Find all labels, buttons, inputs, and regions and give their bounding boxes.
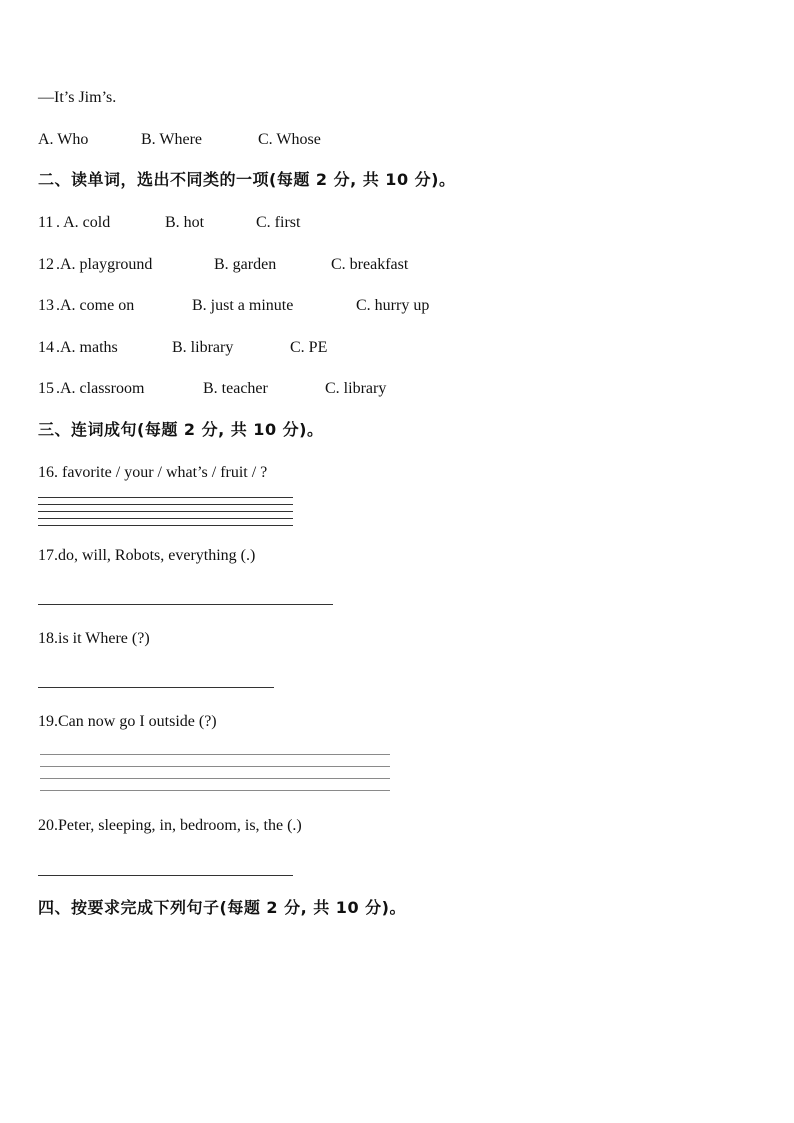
q13-option-a[interactable]: .A. come on xyxy=(56,297,135,314)
q18-answer-line[interactable] xyxy=(38,687,274,688)
section4-heading: 四、按要求完成下列句子(每题 2 分, 共 10 分)。 xyxy=(38,898,406,917)
q13-number: 13 xyxy=(38,297,54,314)
q16-answer-line-2[interactable] xyxy=(38,504,293,505)
q20-number: 20 xyxy=(38,817,54,834)
question-19 xyxy=(38,712,217,732)
q15-option-c[interactable]: C. library xyxy=(325,380,387,397)
q14-option-b[interactable]: B. library xyxy=(172,339,234,356)
q15-option-a[interactable]: .A. classroom xyxy=(56,380,145,397)
q19-answer-line-4[interactable] xyxy=(40,790,390,791)
q20-answer-line[interactable] xyxy=(38,875,293,876)
q15-option-b[interactable]: B. teacher xyxy=(203,380,268,397)
question-18 xyxy=(38,629,150,649)
q11-option-a[interactable]: . A. cold xyxy=(56,214,111,231)
q17-number: 17 xyxy=(38,547,54,564)
q12-number: 12 xyxy=(38,256,54,273)
section2-heading: 二、读单词，选出不同类的一项(每题 2 分, 共 10 分)。 xyxy=(38,170,456,189)
q19-answer-line-3[interactable] xyxy=(40,778,390,779)
q12-option-b[interactable]: B. garden xyxy=(214,256,277,273)
q15-number: 15 xyxy=(38,380,54,397)
q20-prompt: .Peter, sleeping, in, bedroom, is, the (.) xyxy=(54,817,302,834)
q10-option-a[interactable]: A. Who xyxy=(38,131,89,148)
section3-heading: 三、连词成句(每题 2 分, 共 10 分)。 xyxy=(38,420,324,439)
q11-number: 11 xyxy=(38,214,54,231)
q17-prompt: .do, will, Robots, everything (.) xyxy=(54,547,256,564)
q10-answer-line: —It’s Jim’s. xyxy=(38,89,117,106)
q19-prompt: .Can now go I outside (?) xyxy=(54,713,217,730)
question-16 xyxy=(38,463,267,483)
q16-prompt: . favorite / your / what’s / fruit / ? xyxy=(54,464,268,481)
q12-option-c[interactable]: C. breakfast xyxy=(331,256,409,273)
q10-option-c[interactable]: C. Whose xyxy=(258,131,321,148)
q19-answer-line-2[interactable] xyxy=(40,766,390,767)
q13-option-b[interactable]: B. just a minute xyxy=(192,297,294,314)
q16-answer-line-1[interactable] xyxy=(38,497,293,498)
q14-option-c[interactable]: C. PE xyxy=(290,339,328,356)
q12-option-a[interactable]: .A. playground xyxy=(56,256,153,273)
q10-option-b[interactable]: B. Where xyxy=(141,131,203,148)
q11-option-c[interactable]: C. first xyxy=(256,214,301,231)
q13-option-c[interactable]: C. hurry up xyxy=(356,297,430,314)
q16-answer-line-5[interactable] xyxy=(38,525,293,526)
q19-number: 19 xyxy=(38,713,54,730)
q16-answer-line-4[interactable] xyxy=(38,518,293,519)
q17-answer-line[interactable] xyxy=(38,604,333,605)
question-17 xyxy=(38,546,255,566)
q16-answer-line-3[interactable] xyxy=(38,511,293,512)
q18-number: 18 xyxy=(38,630,54,647)
q16-number: 16 xyxy=(38,464,54,481)
q11-option-b[interactable]: B. hot xyxy=(165,214,205,231)
question-20 xyxy=(38,816,302,836)
q14-number: 14 xyxy=(38,339,54,356)
q19-answer-line-1[interactable] xyxy=(40,754,390,755)
q18-prompt: .is it Where (?) xyxy=(54,630,150,647)
q14-option-a[interactable]: .A. maths xyxy=(56,339,118,356)
